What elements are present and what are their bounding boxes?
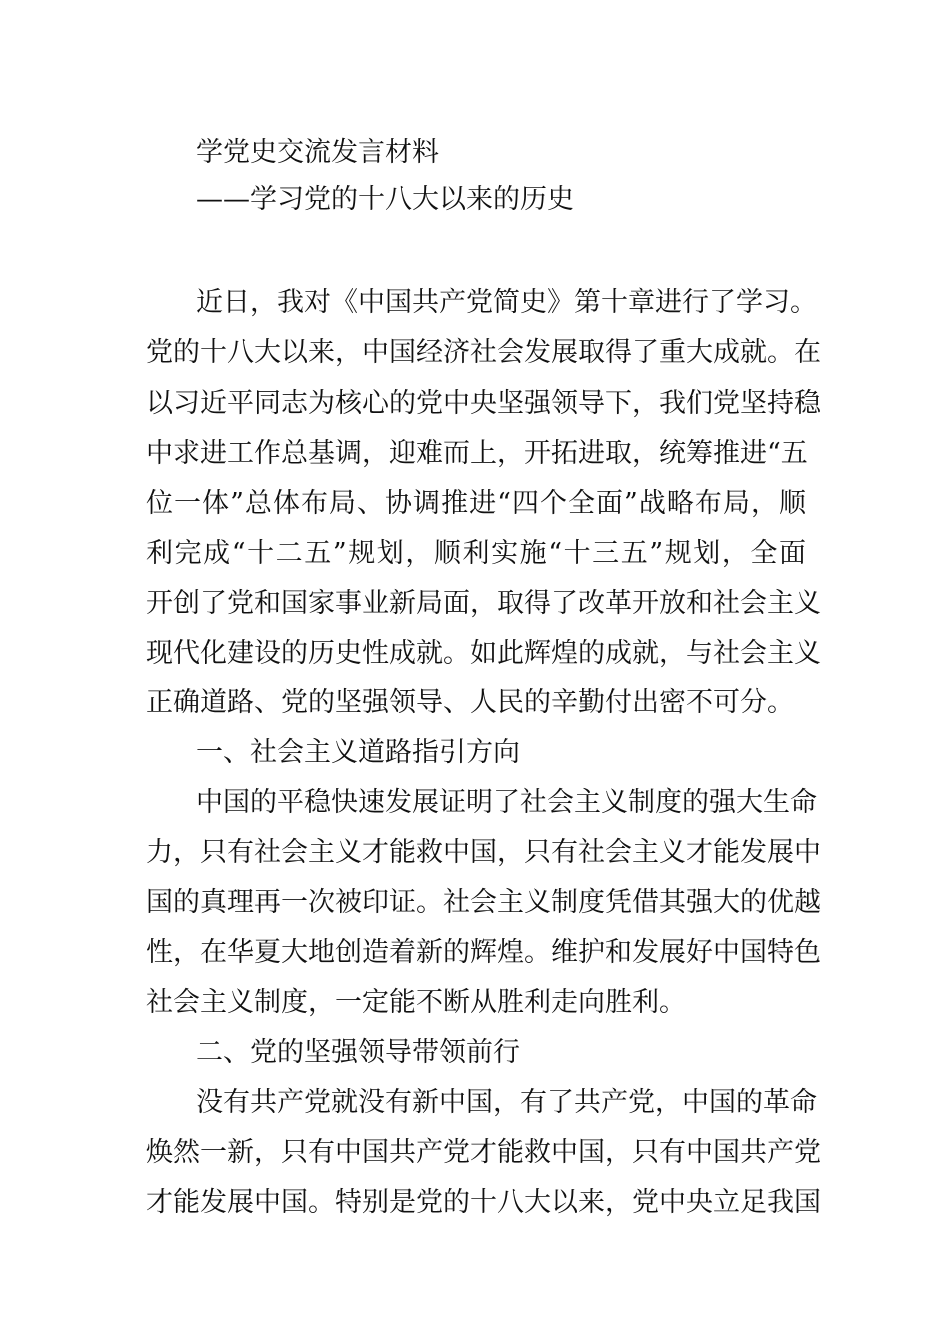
text-line: 以习近平同志为核心的党中央坚强领导下，我们党坚持稳 [146, 388, 821, 419]
text-line: 利完成“十二五”规划，顺利实施“十三五”规划，全面 [146, 538, 806, 569]
text-line: 近日，我对《中国共产党简史》第十章进行了学习。 [196, 287, 817, 318]
text-line: 性，在华夏大地创造着新的辉煌。维护和发展好中国特色 [146, 937, 821, 968]
text-line: 没有共产党就没有新中国，有了共产党，中国的革命 [196, 1087, 817, 1118]
document-subtitle: ——学习党的十八大以来的历史 [196, 184, 574, 215]
text-line: 中求进工作总基调，迎难而上，开拓进取，统筹推进“五 [146, 438, 808, 469]
section-heading: 二、党的坚强领导带领前行 [196, 1037, 520, 1068]
text-line: 党的十八大以来，中国经济社会发展取得了重大成就。在 [146, 337, 821, 368]
text-line: 正确道路、党的坚强领导、人民的辛勤付出密不可分。 [146, 687, 794, 718]
document-title: 学党史交流发言材料 [196, 137, 439, 168]
section-heading: 一、社会主义道路指引方向 [196, 737, 520, 768]
text-line: 社会主义制度，一定能不断从胜利走向胜利。 [146, 987, 686, 1018]
text-line: 才能发展中国。特别是党的十八大以来，党中央立足我国 [146, 1187, 821, 1218]
text-line: 开创了党和国家事业新局面，取得了改革开放和社会主义 [146, 588, 821, 619]
text-line: 焕然一新，只有中国共产党才能救中国，只有中国共产党 [146, 1137, 821, 1168]
text-line: 国的真理再一次被印证。社会主义制度凭借其强大的优越 [146, 887, 821, 918]
text-line: 位一体”总体布局、协调推进“四个全面”战略布局，顺 [146, 488, 806, 519]
text-line: 现代化建设的历史性成就。如此辉煌的成就，与社会主义 [146, 638, 821, 669]
text-line: 力，只有社会主义才能救中国，只有社会主义才能发展中 [146, 837, 821, 868]
text-line: 中国的平稳快速发展证明了社会主义制度的强大生命 [196, 787, 817, 818]
